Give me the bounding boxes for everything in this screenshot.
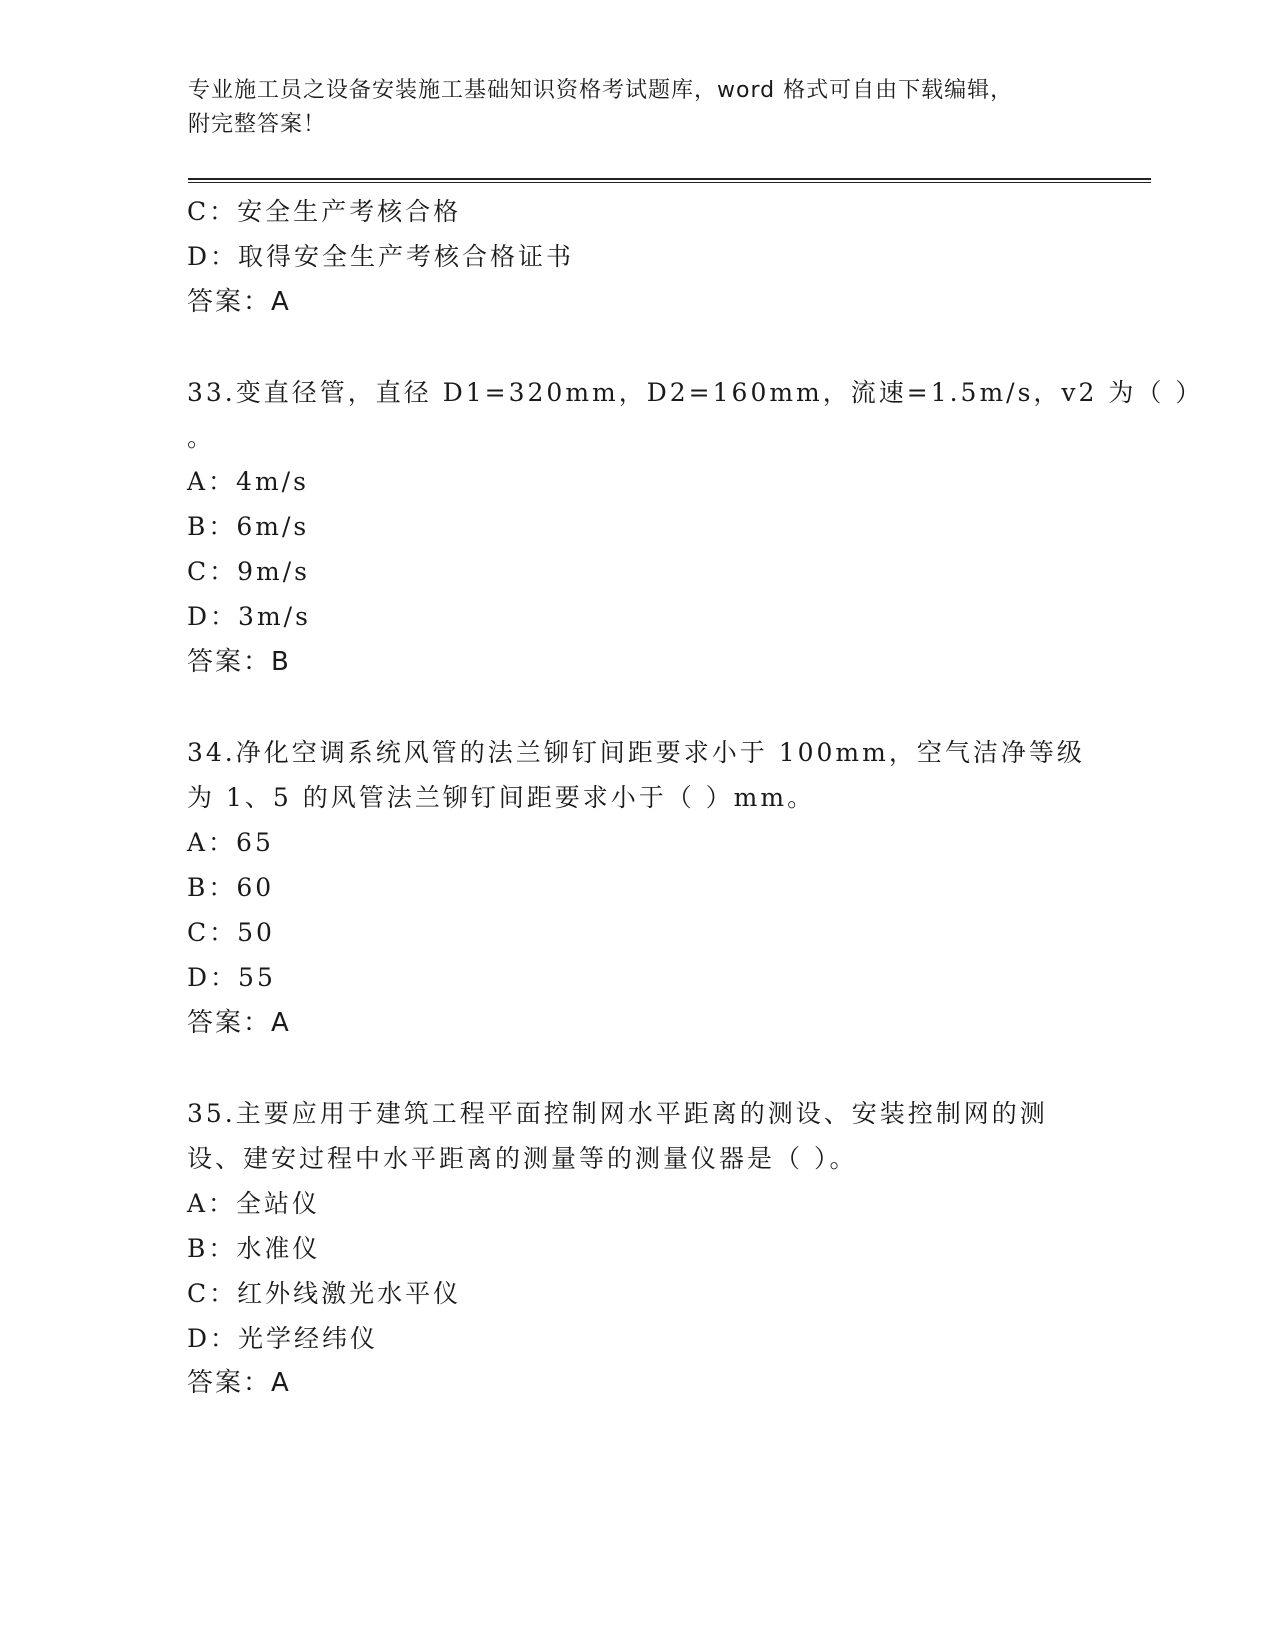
q35-stem-line-2: 设、建安过程中水平距离的测量等的测量仪器是（ ）。 [187,1144,858,1173]
q33-option-a: A：4m/s [187,467,309,496]
q34-option-c: C：50 [187,918,275,947]
q35-option-a: A：全站仪 [187,1189,321,1218]
q33-stem-line-2: 。 [187,423,216,452]
q33-option-b: B：6m/s [187,512,310,541]
header-divider [188,178,1151,183]
q33-stem-line-1: 33.变直径管，直径 D1=320mm，D2=160mm，流速=1.5m/s，v2 为（ ） [187,378,1204,407]
q34-option-a: A：65 [187,828,274,857]
document-header [188,74,1068,142]
q35-option-d: D：光学经纬仪 [187,1324,379,1353]
q34-stem-line-2: 为 1、5 的风管法兰铆钉间距要求小于（ ）mm。 [187,783,816,812]
q34-stem-line-1: 34.净化空调系统风管的法兰铆钉间距要求小于 100mm，空气洁净等级 [187,738,1085,767]
q34-answer: 答案：A [187,1008,291,1038]
q35-option-c: C：红外线激光水平仪 [187,1279,462,1308]
q35-option-b: B：水准仪 [187,1234,321,1263]
q33-answer: 答案：B [187,647,291,677]
prev-option-d: D：取得安全生产考核合格证书 [187,242,575,271]
header-line-2: 附完整答案！ [188,112,327,137]
q35-stem-line-1: 35.主要应用于建筑工程平面控制网水平距离的测设、安装控制网的测 [187,1099,1048,1128]
q33-option-c: C：9m/s [187,557,310,586]
header-line-1: 专业施工员之设备安装施工基础知识资格考试题库，word 格式可自由下载编辑， [188,78,1014,103]
q35-answer: 答案：A [187,1368,291,1398]
q33-option-d: D：3m/s [187,602,311,631]
q34-option-b: B：60 [187,873,275,902]
prev-answer: 答案：A [187,287,291,317]
q34-option-d: D：55 [187,963,276,992]
prev-option-c: C：安全生产考核合格 [187,197,462,226]
